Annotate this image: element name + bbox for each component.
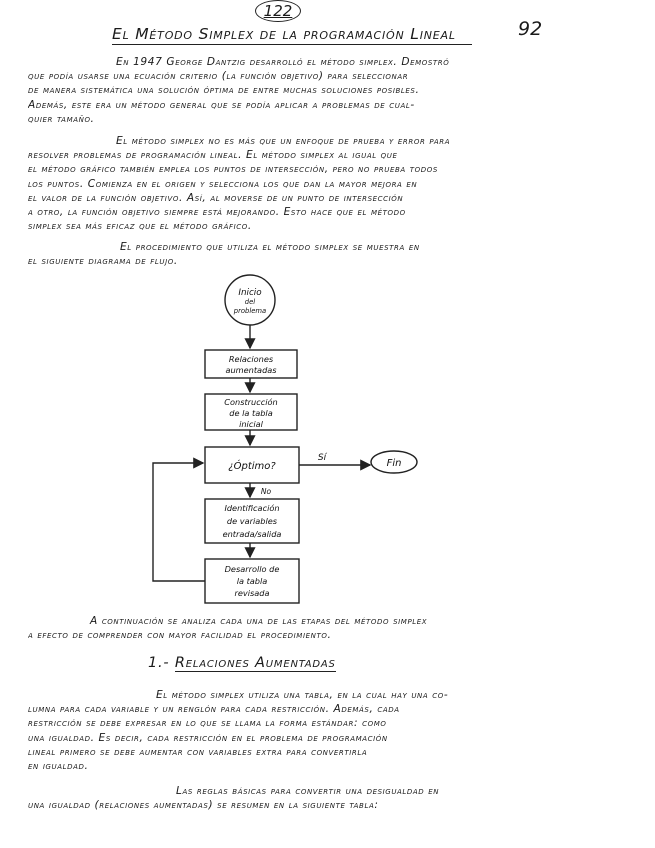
para6-line-2: una igualdad (relaciones aumentadas) se resumen en la siguiente tabla:: [28, 799, 379, 812]
intro-line-2: que podía usarse una ecuación criterio (la función objetivo) para seleccionar: [28, 70, 409, 83]
paragraph-4: [28, 614, 626, 642]
page-number: 92: [518, 18, 543, 40]
para5-line-2: lumna para cada variable y un renglón para cada restricción. Además, cada: [28, 703, 400, 716]
start-label-2: del: [244, 298, 256, 306]
para2-line-2: resolver problemas de programación lineal. El método simplex al igual que: [28, 149, 398, 162]
step1-label-1: Relaciones: [228, 354, 274, 364]
loop-back-arrow: [153, 463, 205, 581]
para2-line-1: El método simplex no es más que un enfoque de prueba y error para: [116, 135, 451, 147]
para2-line-7: simplex sea más eficaz que el método gráfico.: [28, 220, 252, 233]
start-label-1: Inicio: [238, 288, 262, 298]
intro-line-1: En 1947 George Dantzig desarrolló el método simplex. Demostró: [116, 56, 450, 68]
end-label: Fin: [386, 458, 402, 469]
no-label: No: [260, 487, 272, 496]
paragraph-5: [28, 688, 626, 773]
para5-line-4: una igualdad. Es decir, cada restricción en el problema de programación: [28, 731, 388, 744]
page-title: El Método Simplex de la programación Lineal: [112, 25, 472, 45]
para3-line-1: El procedimiento que utiliza el método simplex se muestra en: [120, 241, 420, 253]
step2-label-1: Construcción: [224, 397, 278, 407]
step4-label-3: revisada: [234, 588, 270, 598]
section-number: 1.-: [148, 655, 170, 671]
para2-line-6: a otro, la función objetivo siempre está mejorando. Esto hace que el método: [28, 206, 406, 219]
para4-line-1: A continuación se analiza cada una de las etapas del método simplex: [90, 615, 428, 627]
section-title: Relaciones Aumentadas: [174, 655, 336, 671]
step3-label-3: entrada/salida: [222, 529, 282, 539]
para2-line-5: el valor de la función objetivo. Así, al moverse de un punto de intersección: [28, 191, 404, 204]
intro-line-5: quier tamaño.: [28, 112, 95, 125]
step3-label-1: Identificación: [224, 503, 280, 513]
start-label-3: problema: [233, 307, 267, 315]
intro-line-3: de manera sistemática una solución óptima de entre muchas soluciones posibles.: [28, 84, 420, 97]
para6-line-1: Las reglas básicas para convertir una desigualdad en: [176, 785, 440, 797]
para2-line-3: el método gráfico también emplea los puntos de intersección, pero no prueba todos: [28, 163, 438, 176]
step2-label-3: inicial: [239, 419, 263, 429]
step3-label-2: de variables: [226, 516, 278, 526]
para5-line-5: lineal primero se debe aumentar con variables extra para convertirla: [28, 745, 368, 758]
step4-label-2: la tabla: [236, 576, 268, 586]
para2-line-4: los puntos. Comienza en el origen y selecciona los que dan la mayor mejora en: [28, 177, 418, 190]
paragraph-6: [28, 784, 626, 812]
intro-line-4: Además, este era un método general que se podía aplicar a problemas de cual-: [28, 98, 415, 111]
para5-line-3: restricción se debe expresar en lo que se llama la forma estándar: como: [28, 717, 387, 730]
para5-line-1: El método simplex utiliza una tabla, en la cual hay una co-: [156, 689, 449, 701]
para4-line-2: a efecto de comprender con mayor facilidad el procedimiento.: [28, 629, 332, 642]
yes-label: Sí: [317, 453, 327, 463]
decision-label: ¿Óptimo?: [228, 461, 276, 472]
step2-label-2: de la tabla: [229, 408, 273, 418]
para5-line-6: en igualdad.: [28, 760, 89, 773]
section-heading: [148, 655, 336, 671]
page-badge: 122: [255, 0, 301, 22]
step4-label-1: Desarrollo de: [224, 564, 280, 574]
step1-label-2: aumentadas: [225, 365, 277, 375]
para3-line-2: el siguiente diagrama de flujo.: [28, 255, 178, 268]
